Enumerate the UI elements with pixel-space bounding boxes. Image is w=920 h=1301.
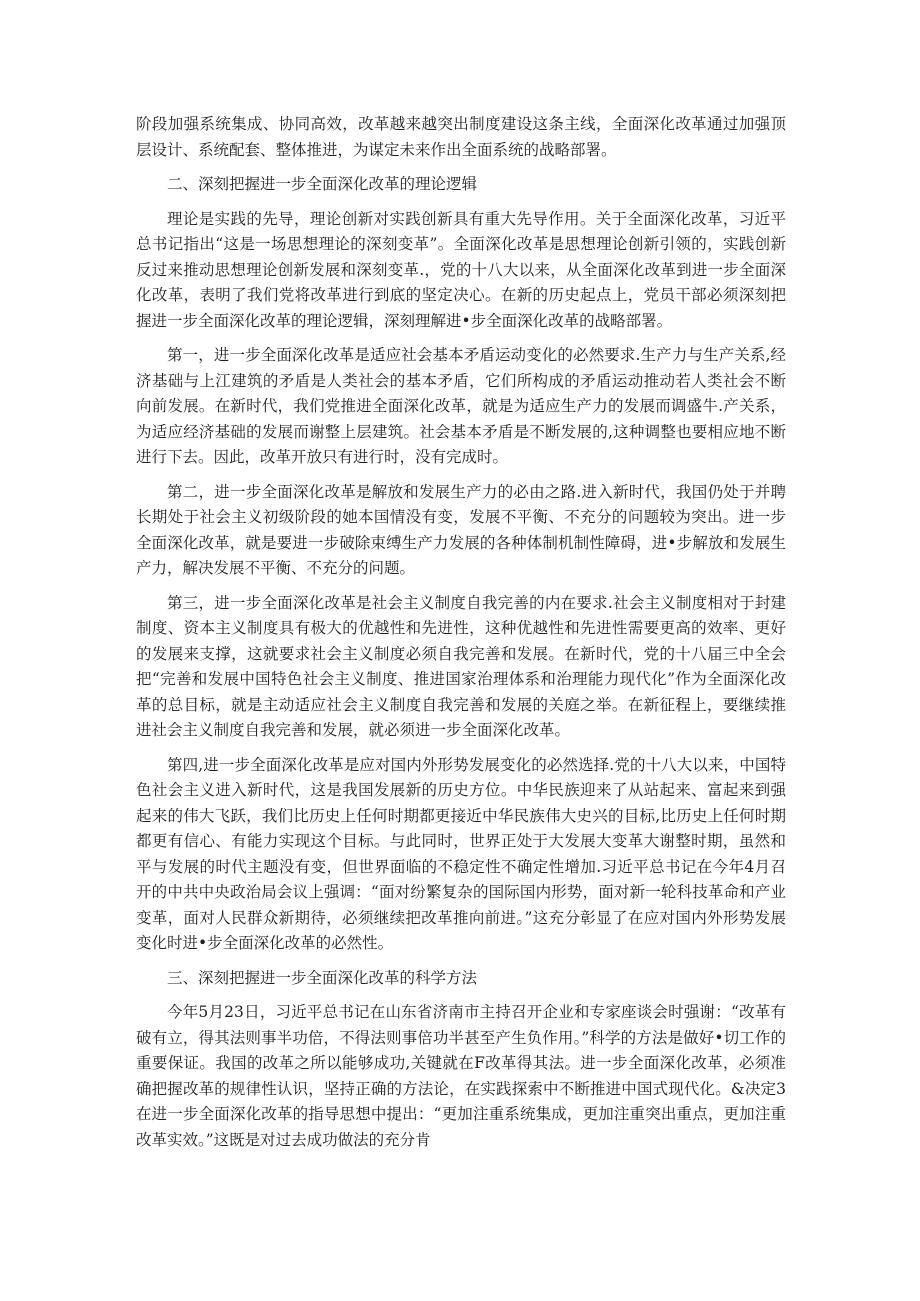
paragraph-method: 今年5月23日，习近平总书记在山东省济南市主持召开企业和专家座谈会时强谢：“改革有破有立，得其法则事半功倍，不得法则事倍功半甚至产生负作用。”科学的方法是做好•切工作的重要保证。我国的改革之所以能够成功,关键就在F改革得其法。进一步全面深化改革，必须准确把握改革的规律性认识，坚持正确的方法论，在实践探索中不断推进中国式现代化。&决定3在进一步全面深化改革的指导思想中提出：“更加注重系统集成，更加注重突出重点，更加注重改革实效。”这既是对过去成功做法的充分肯 — [136, 1003, 786, 1149]
paragraph-continuation: 阶段加强系统集成、协同高效，改革越来越突出制度建设这条主线，全面深化改革通过加强顶层设计、系统配套、整体推进，为谋定未来作出全面系统的战略部署。 — [136, 115, 786, 159]
paragraph-first: 第一，进一步全面深化改革是适应社会基本矛盾运动变化的必然要求.生产力与生产关系,经济基础与上江建筑的矛盾是人类社会的基本矛盾，它们所构成的矛盾运动推动若人类社会不断向前发展。在新时代，我们党推进全面深化改革，就是为适应生产力的发展而调盛牛.产关系，为适应经济基础的发展而谢整上层建筑。社会基本矛盾是不断发展的,这种调整也要相应地不断进行下去。因此，改革开放只有进行时，没有完成时。 — [136, 346, 786, 466]
paragraph-fourth: 第四,进一步全面深化改革是应对国内外形势发展变化的必然选择.党的十八大以来，中国特色社会主义进入新时代，这是我国发展新的历史方位。中华民族迎来了从站起来、富起来到强起来的伟大飞跃，我们比历史上任何时期都更接近中华民族伟大史兴的目标,比历史上任何时期都更有信心、有能力实现这个目标。与此同时，世界正处于大发展大变革大谢整时期，虽然和平与发展的时代主题没有变，但世界面临的不稳定性不确定性增加.习近平总书记在今年4月召开的中共中央政治局会议上强调：“面对纷繁复杂的国际国内形势，面对新一轮科技革命和产业变革，面对人民群众新期待，必须继续把改革推向前进。”这充分彰显了在应对国内外形势发展变化时进•步全面深化改革的必然性。 — [136, 755, 786, 952]
paragraph-third: 第三，进一步全面深化改革是社会主义制度自我完善的内在要求.社会主义制度相对于封建制度、资本主义制度具有极大的优越性和先进性，这种优越性和先进性需要更高的效率、更好的发展来支撑，这就要求社会主义制度必须自我完善和发展。在新时代，党的十八届三中全会把“完善和发展中国特色社会主义制度、推进国家治理体系和治理能力现代化”作为全面深化改革的总目标，就是主动适应社会主义制度自我完善和发展的关庭之举。在新征程上，要继续推进社会主义制度自我完善和发展，就必须进一步全面深化改革。 — [136, 593, 786, 739]
document-body — [136, 112, 786, 1162]
section-heading-two: 二、深刻把握进一步全面深化改革的理论逻辑 — [167, 175, 478, 193]
section-heading-three: 三、深刻把握进一步全面深化改革的科学方法 — [167, 968, 478, 987]
paragraph-theory: 理论是实践的先导，理论创新对实践创新具有重大先导作用。关于全面深化改革，习近平总书记指出“这是一场思想理论的深刻变革”。全面深化改革是思想理论创新引领的，实践创新反过来推动思想理论创新发展和深刻变革.，党的十八大以来，从全面深化改革到进一步全面深化改革，表明了我们党将改革进行到底的坚定决心。在新的历史起点上，党员干部必须深刻把握进一步全面深化改革的理论逻辑，深刻理解进•步全面深化改革的战略部署。 — [136, 209, 786, 330]
paragraph-second: 第二，进一步全面深化改革是解放和发展生产力的必由之路.进入新时代，我国仍处于并聘长期处于社会主义初级阶段的她本国情没有变，发展不平衡、不充分的问题较为突出。进一步全面深化改革，就是要进一步破除束缚生产力发展的各种体制机制性障碍，进•步解放和发展生产力，解决发展不平衡、不充分的问题。 — [136, 482, 786, 577]
